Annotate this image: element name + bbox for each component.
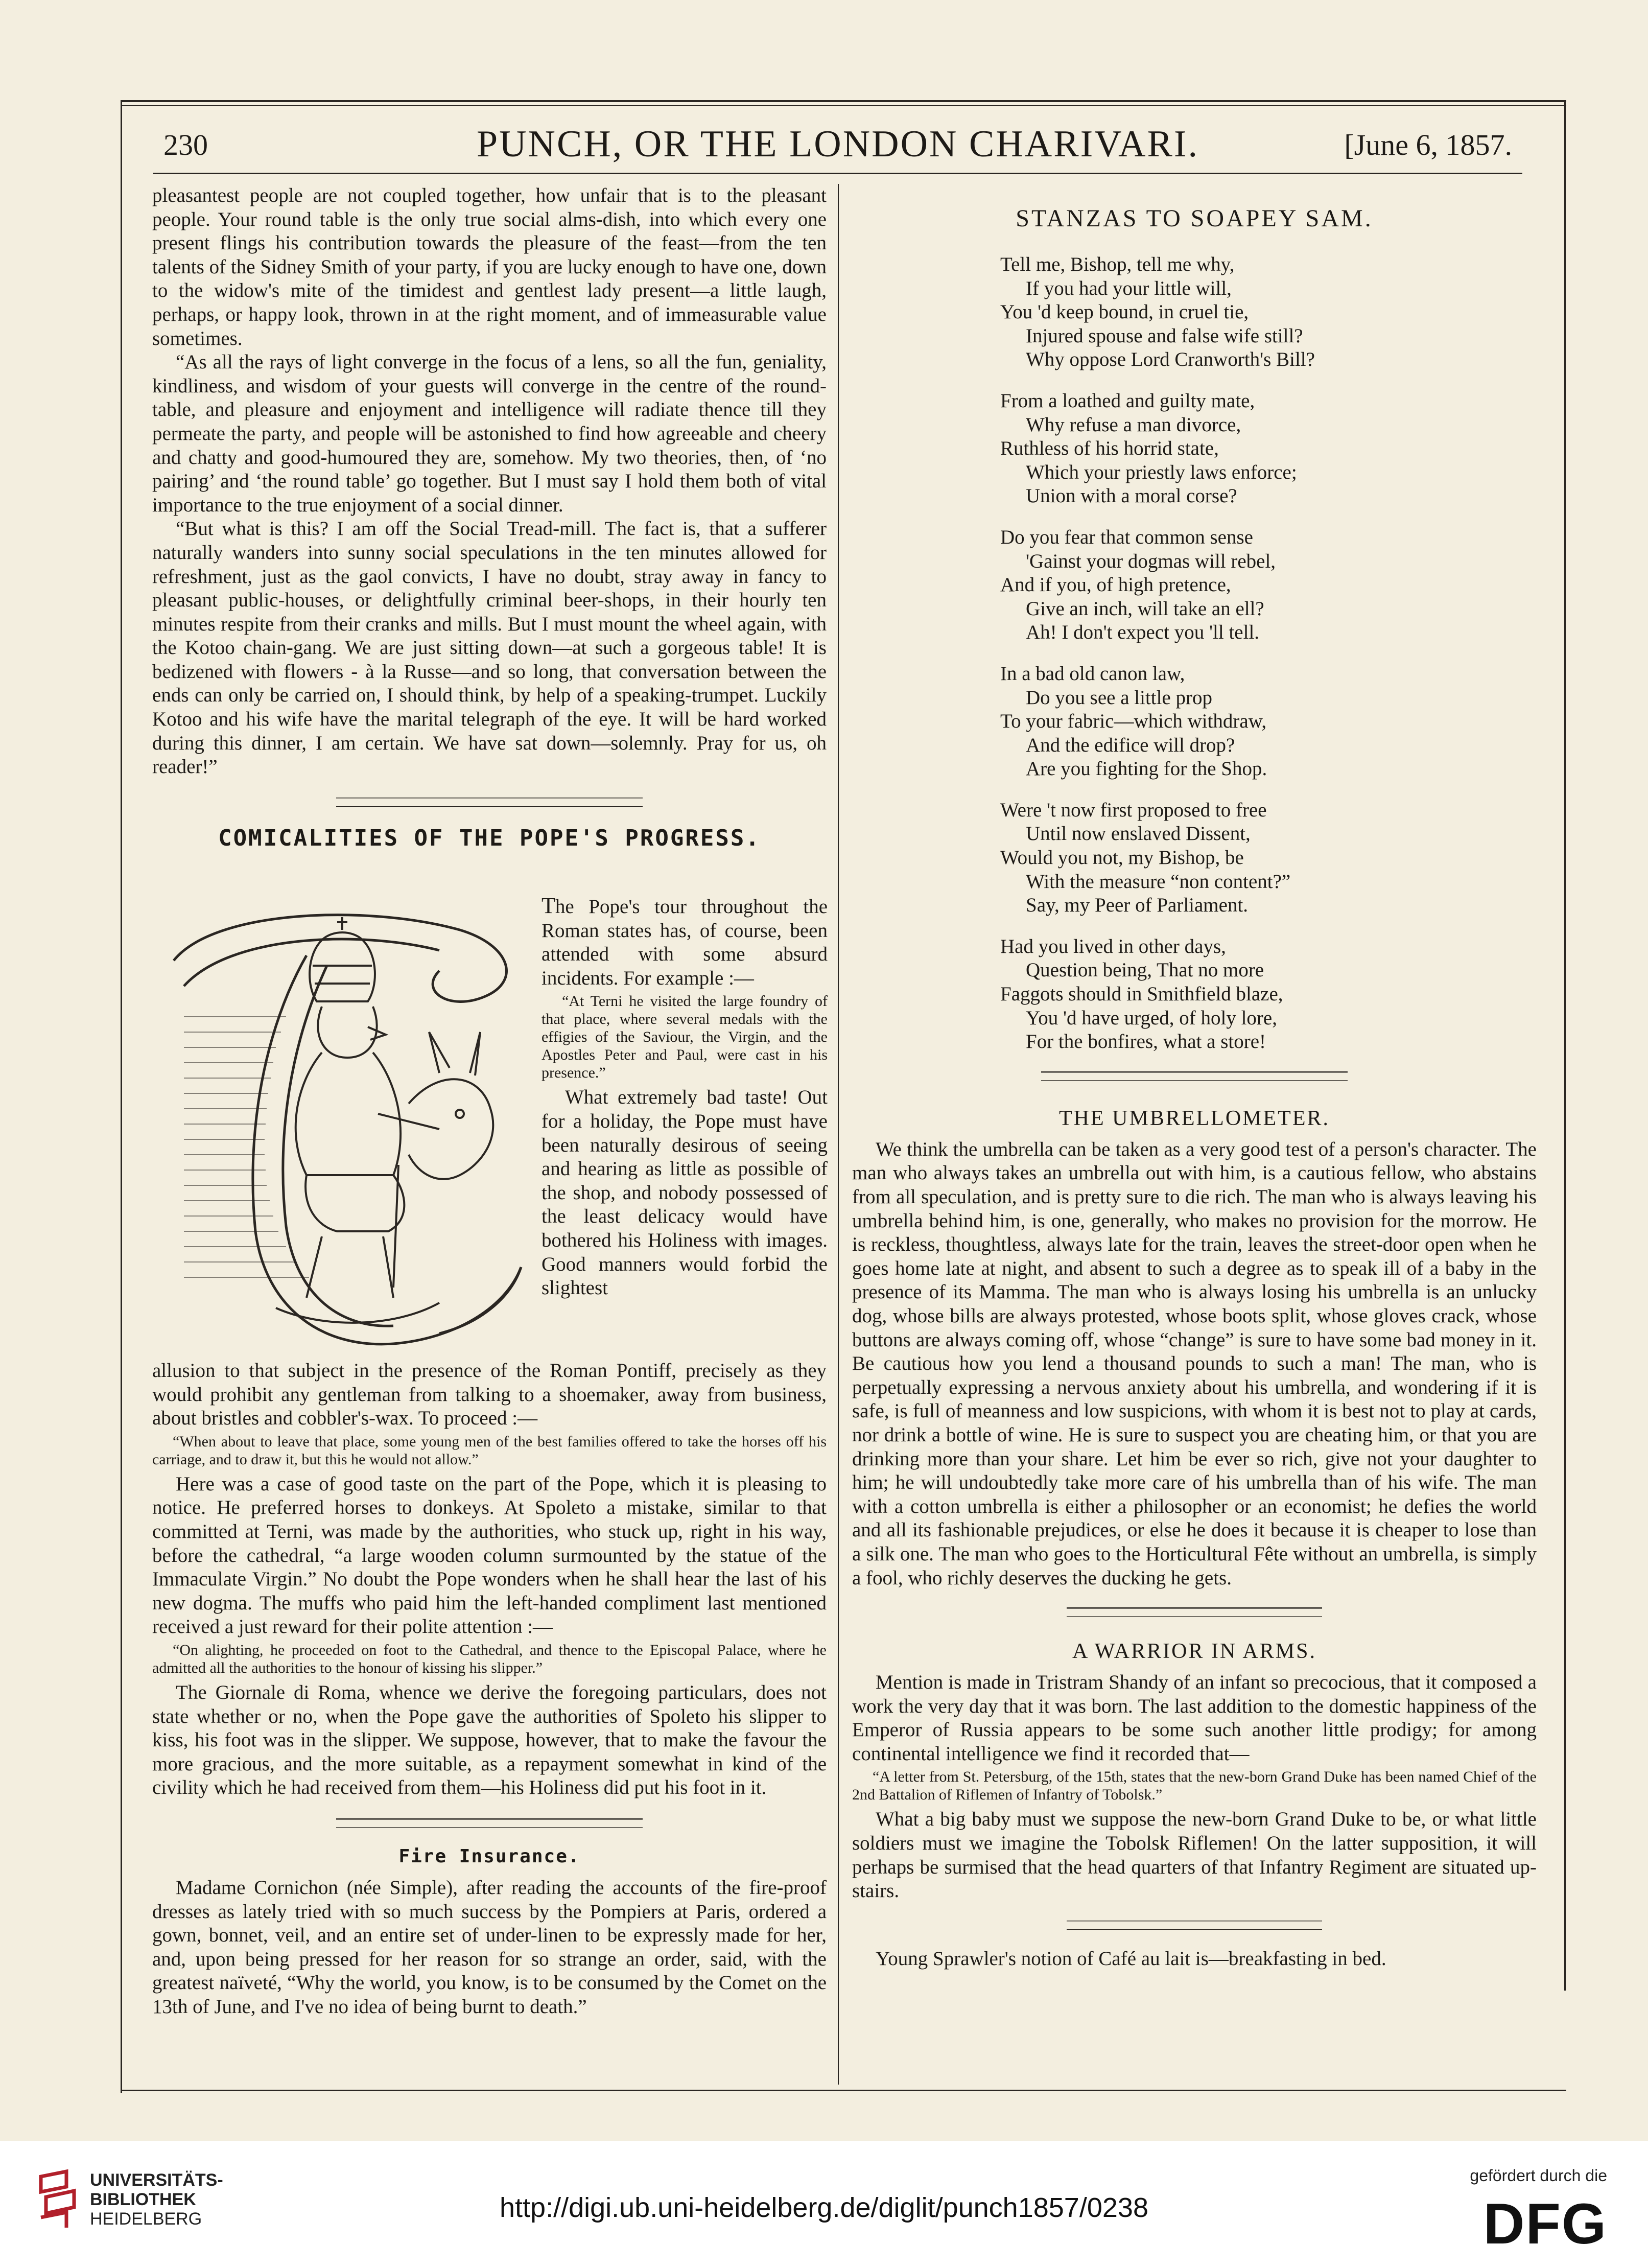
paragraph: “As all the rays of light converge in the focus of a lens, so all the fun, geniality, kindliness, and wisdom of your guests will converge in the centre of the round-table, and pleasure and enjoyment and intelligence will radiate thence till they permeate the party, and people will be astonished to find how agreeable and cheery and chatty and good-humoured they are, somehow. My two theories, then, of ‘no pairing’ and ‘the round table’ go together. But I must say I hold them both of vital importance to the true enjoyment of a social dinner.: [152, 351, 827, 516]
verse-line: For the bonfires, what a store!: [1026, 1031, 1266, 1053]
verse-line: From a loathed and guilty mate,: [1000, 389, 1255, 412]
paragraph: Young Sprawler's notion of Café au lait is—breakfasting in bed.: [876, 1947, 1386, 1970]
quotation: “At Terni he visited the large foundry of that place, where several medals with the effigies of the Saviour, the Virgin, and the Apostles Peter and Paul, were cast in his presence.”: [542, 993, 828, 1082]
verse-line: Until now enslaved Dissent,: [1026, 823, 1251, 845]
quotation: “When about to leave that place, some young men of the best families offered to take the horses off his carriage, and to draw it, but this he would not allow.”: [152, 1433, 827, 1468]
comic-intro: [542, 894, 828, 1300]
left-column-bottom: [152, 1359, 827, 2085]
article-title: COMICALITIES OF THE POPE'S PROGRESS.: [218, 825, 761, 851]
decorative-initial-illustration: [153, 899, 531, 1359]
paragraph: Madame Cornichon (née Simple), after reading the accounts of the fire-proof dresses as lately tried with so much success by the Pompiers at Paris, ordered a gown, bonnet, veil, and an entire set of under-linen to be expressly made for her, and, upon being pressed for her reason for so strange an order, said, with the greatest naïveté, “Why the world, you know, is to be consumed by the Comet on the 13th of June, and I've no idea of being burnt to death.”: [152, 1876, 827, 2018]
paragraph: We think the umbrella can be taken as a very good test of a person's character. The man who always takes an umbrella out with him, is a cautious fellow, who abstains from all speculation, and is pretty sure to die rich. The man who is always leaving his umbrella behind him, is one, generally, who makes no provision for the morrow. He is reckless, thoughtless, always late for the train, leaves the street-door open when he goes home late at night, and absent to such a degree as to speak ill of a baby in the presence of its Mamma. The man who is always losing his umbrella is an unlucky dog, whose bills are always protested, whose boots split, whose gloves crack, whose buttons are always coming off, whose “change” is sure to have some bad money in it. Be cautious how you lend a thousand pounds to such a man! The man, who is perpetually expressing a nervous anxiety about his umbrella, and wondering if it is safe, is full of meanness and low suspicions, with whom it is best not to play at cards, nor drink a bottle of wine. He is sure to suspect you are cheating him, or that you are drinking more than your share. Let him be ever so rich, give not your daughter to him; he will undoubtedly take more care of his umbrella than of his wife. The man with a cotton umbrella is either a philosopher or an economist; he defies the world and all its fashionable prejudices, or else he does it because it is cheaper to lose than a silk one. The man who goes to the Horticultural Fête without an umbrella, is simply a fool, who richly deserves the ducking he gets.: [852, 1138, 1537, 1589]
paragraph: pleasantest people are not coupled together, how unfair that is to the pleasant people. Your round table is the only true social alms-dish, into which every one present flings his contribution towards the pleasure of the feast—from the ten talents of the Sidney Smith of your party, if you are lucky enough to have one, down to the widow's mite of the timidest and gentlest lady present—a little laugh, perhaps, or happy look, thrown in at the right moment, and of immeasurable value sometimes.: [152, 184, 827, 349]
stanza-6: [852, 935, 1537, 1054]
drop-initial: T: [542, 893, 555, 918]
stanza-5: [852, 799, 1537, 918]
top-rule: [121, 100, 1566, 102]
verse-line: With the measure “non content?”: [1026, 870, 1291, 893]
poem-title: STANZAS TO SOAPEY SAM.: [1016, 205, 1373, 232]
digitization-footer: [0, 2141, 1648, 2268]
verse-line: Why oppose Lord Cranworth's Bill?: [1026, 348, 1315, 371]
ornamental-divider: [1067, 1921, 1322, 1930]
verse-line: And the edifice will drop?: [1026, 734, 1235, 756]
left-column-top: [152, 184, 827, 869]
verse-line: Faggots should in Smithfield blaze,: [1000, 983, 1283, 1006]
verse-line: And if you, of high pretence,: [1000, 574, 1231, 596]
verse-line: Do you fear that common sense: [1000, 526, 1253, 548]
funding-note: gefördert durch die: [1470, 2166, 1607, 2185]
paragraph: Here was a case of good taste on the part of the Pope, which it is pleasing to notice. He preferred horses to donkeys. At Spoleto a mistake, similar to that committed at Terni, was made by the authorities, who stuck up, right in his way, before the cathedral, “a large wooden column surmounted by the statue of the Immaculate Virgin.” No doubt the Pope wonders when he shall hear the last of his new dogma. The muffs who paid him the left-handed compliment last mentioned received a just reward for their polite attention :—: [152, 1472, 827, 1638]
running-header: [153, 123, 1522, 169]
article-title: THE UMBRELLOMETER.: [1059, 1106, 1330, 1130]
quotation: “A letter from St. Petersburg, of the 15th, states that the new-born Grand Duke has been named Chief of the 2nd Battalion of Riflemen of Infantry of Tobolsk.”: [852, 1768, 1537, 1804]
stanza-4: [852, 662, 1537, 781]
top-rule-thin: [121, 105, 1566, 106]
verse-line: If you had your little will,: [1026, 277, 1232, 299]
header-rule: [153, 173, 1522, 174]
verse-line: Would you not, my Bishop, be: [1000, 847, 1244, 869]
library-name: UNIVERSITÄTS- BIBLIOTHEK HEIDELBERG: [90, 2170, 223, 2229]
paragraph: What extremely bad taste! Out for a holiday, the Pope must have been naturally desirous of seeing and hearing as little as possible of the shop, and nobody possessed of the least delicacy would have bothered his Holiness with images. Good manners would forbid the slightest: [542, 1086, 828, 1299]
pope-illustration: [153, 899, 531, 1359]
left-border: [121, 100, 122, 2093]
right-column: [852, 204, 1537, 2085]
verse-line: Injured spouse and false wife still?: [1026, 324, 1303, 347]
right-border: [1564, 100, 1566, 1991]
verse-line: Give an inch, will take an ell?: [1026, 597, 1264, 620]
stanza-1: [852, 253, 1537, 372]
verse-line: 'Gainst your dogmas will rebel,: [1026, 550, 1276, 572]
stanza-3: [852, 526, 1537, 645]
verse-line: Which your priestly laws enforce;: [1026, 461, 1297, 483]
verse-line: Ruthless of his horrid state,: [1000, 437, 1219, 460]
paragraph: What a big baby must we suppose the new-born Grand Duke to be, or what little soldiers must we imagine the Tobolsk Riflemen! On the latter supposition, it will perhaps be surmised that the head quarters of that Infantry Regiment are situated up-stairs.: [852, 1808, 1537, 1902]
verse-line: To your fabric—which withdraw,: [1000, 710, 1267, 733]
page-number: 230: [163, 128, 208, 161]
verse-line: Ah! I don't expect you 'll tell.: [1026, 621, 1260, 644]
source-url-link[interactable]: http://digi.ub.uni-heidelberg.de/diglit/punch1857/0238: [500, 2192, 1148, 2223]
ornamental-divider: [1067, 1607, 1322, 1617]
verse-line: In a bad old canon law,: [1000, 662, 1185, 685]
verse-line: Why refuse a man divorce,: [1026, 413, 1241, 436]
bottom-rule: [121, 2090, 1566, 2091]
dfg-logo: DFG: [1483, 2192, 1607, 2256]
verse-line: You 'd keep bound, in cruel tie,: [1000, 301, 1249, 323]
paragraph: The Giornale di Roma, whence we derive the foregoing particulars, does not state whether or no, when the Pope gave the authorities of Spoleto his slipper to kiss, his foot was in the slipper. We suppose, however, that to make the favour the more gracious, and the more suitable, as a repayment somewhat in kind of the civility which he had received from them—his Holiness did put his foot in it.: [152, 1681, 827, 1799]
verse-line: Had you lived in other days,: [1000, 935, 1226, 957]
verse-line: Were 't now first proposed to free: [1000, 799, 1267, 821]
ornamental-divider: [1041, 1071, 1348, 1081]
ornamental-divider: [336, 798, 643, 807]
verse-line: Say, my Peer of Parliament.: [1026, 894, 1249, 917]
issue-date: [June 6, 1857.: [1344, 128, 1512, 161]
article-title: A WARRIOR IN ARMS.: [1072, 1640, 1316, 1664]
column-divider: [838, 184, 839, 2085]
verse-line: Tell me, Bishop, tell me why,: [1000, 253, 1235, 275]
quotation: “On alighting, he proceeded on foot to the Cathedral, and thence to the Episcopal Palace, where he admitted all the authorities to the honour of kissing his slipper.”: [152, 1641, 827, 1676]
verse-line: Union with a moral corse?: [1026, 485, 1237, 507]
publication-title: PUNCH, OR THE LONDON CHARIVARI.: [476, 123, 1199, 165]
paragraph: “But what is this? I am off the Social Tread-mill. The fact is, that a sufferer naturally wanders into sunny social speculations in the ten minutes allowed for refreshment, just as the gaol convicts, I have no doubt, stray away in fancy to pleasant public-houses, or delightfully criminal beer-shops, in their hourly ten minutes respite from their cranks and mills. But I must mount the wheel again, with the Kotoo chain-gang. We are just sitting down—at such a gorgeous table! It is bedizened with flowers - à la Russe—and so long, that conversation between the ends can only be carried on, I should think, by help of a speaking-trumpet. Luckily Kotoo and his wife have the marital telegraph of the eye. It will be hard worked during this dinner, I am certain. We have sat down—solemnly. Pray for us, oh reader!”: [152, 518, 827, 778]
article-title: Fire Insurance.: [398, 1845, 580, 1867]
stanza-2: [852, 389, 1537, 508]
verse-line: Question being, That no more: [1026, 959, 1264, 981]
verse-line: Are you fighting for the Shop.: [1026, 758, 1267, 780]
verse-line: Do you see a little prop: [1026, 686, 1212, 709]
paragraph: Mention is made in Tristram Shandy of an infant so precocious, that it composed a work the very day that it was born. The last addition to the domestic happiness of the Emperor of Russia appears to be some such another little prodigy; for among continental intelligence we find it recorded that—: [852, 1671, 1537, 1765]
verse-line: You 'd have urged, of holy lore,: [1026, 1007, 1277, 1029]
paragraph: The Pope's tour throughout the Roman states has, of course, been attended with some absurd incidents. For example :—: [542, 893, 828, 989]
ornamental-divider: [336, 1818, 643, 1828]
paragraph: allusion to that subject in the presence of the Roman Pontiff, precisely as they would prohibit any gentleman from talking to a shoemaker, away from business, about bristles and cobbler's-wax. To proceed :—: [152, 1360, 827, 1430]
